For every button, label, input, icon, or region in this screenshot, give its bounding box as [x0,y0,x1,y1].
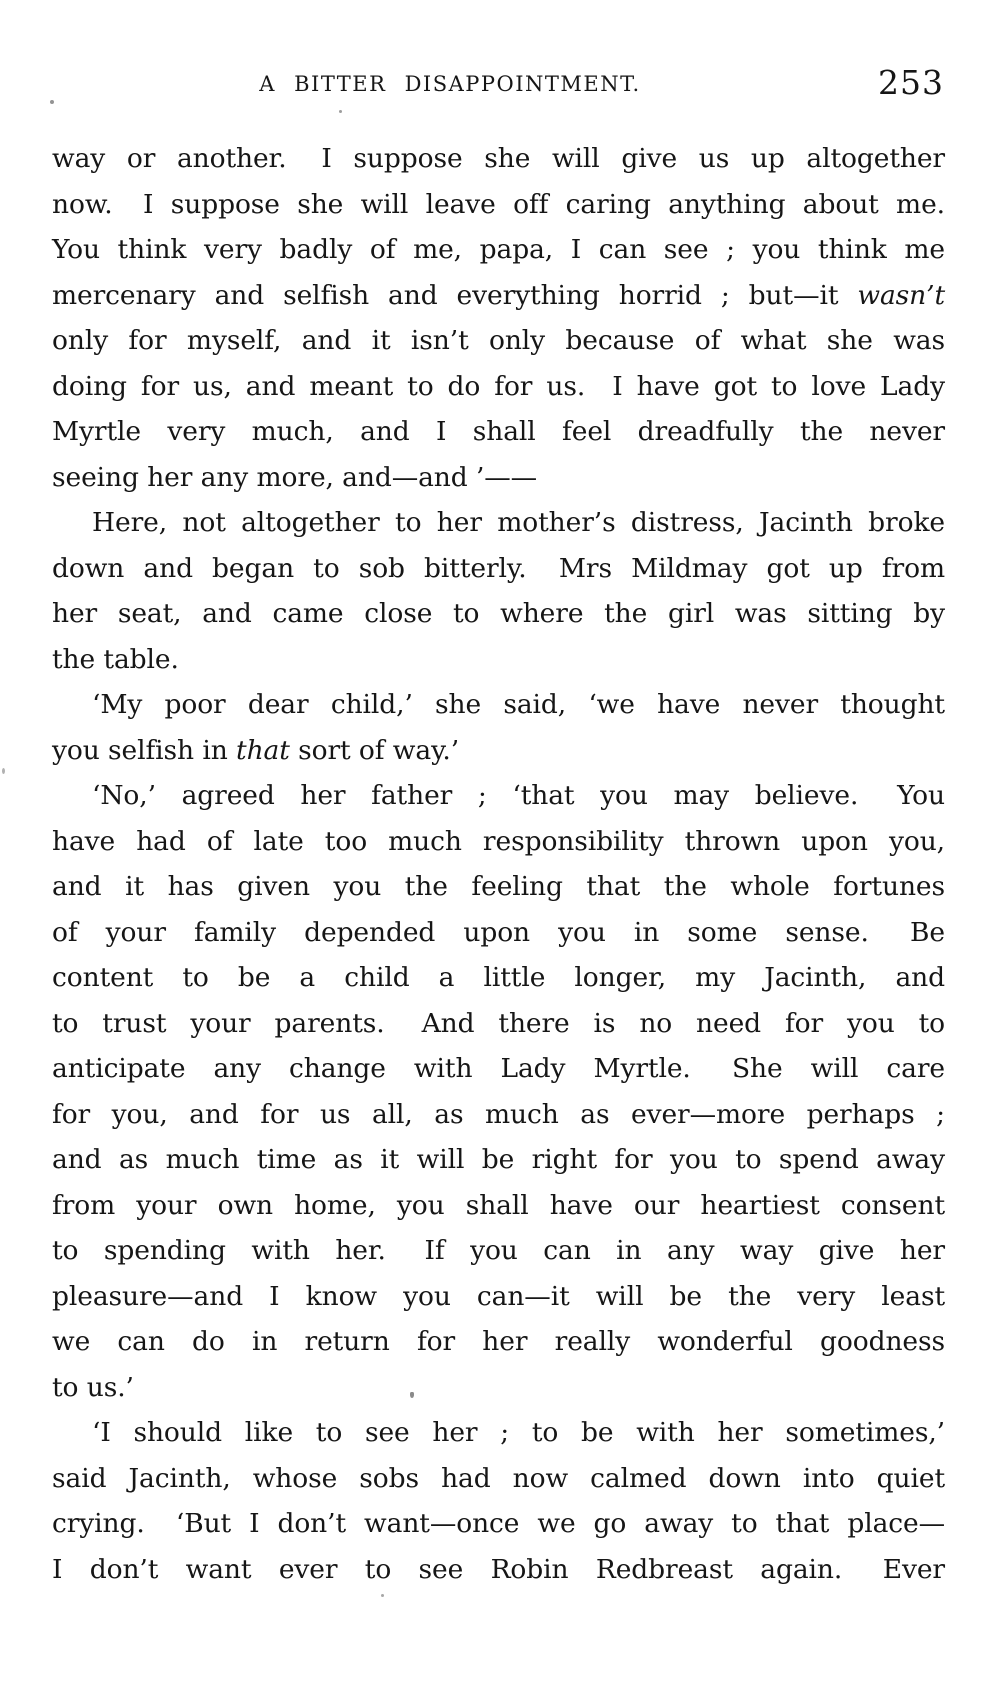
text-line: Myrtle very much, and I shall feel dreadfully the never [52,416,945,447]
text-line: we can do in return for her really wonderful goodness [52,1326,945,1357]
text-line: anticipate any change with Lady Myrtle. She will care [52,1053,945,1084]
paragraph [52,136,945,500]
text-line: to trust your parents. And there is no need for you to [52,1007,945,1039]
text-line: said Jacinth, whose sobs had now calmed down into quiet [52,1462,945,1494]
paragraph [52,1410,945,1592]
text-line: You think very badly of me, papa, I can see ; you think me [52,234,945,265]
text-line: to us.’ [52,1371,134,1403]
paragraph [52,500,945,682]
text-line: and as much time as it will be right for you to spend away [52,1144,945,1175]
text-line: the table. [52,643,179,675]
text-line: I don’t want ever to see Robin Redbreast again. Ever [52,1553,945,1585]
text-line: mercenary and selfish and everything horrid ; but—it wasn’t [52,279,945,311]
text-line: pleasure—and I know you can—it will be the very least [52,1280,945,1312]
page-body [52,136,945,1592]
scan-speck [381,1594,384,1597]
text-line: to spending with her. If you can in any way give her [52,1235,945,1266]
scan-speck [2,768,5,774]
italic-text: wasn’t [857,279,945,311]
text-line: only for myself, and it isn’t only because of what she was [52,325,945,356]
text-line: down and began to sob bitterly. Mrs Mildmay got up from [52,552,945,584]
text-line: from your own home, you shall have our heartiest consent [52,1189,945,1221]
text-line: Here, not altogether to her mother’s distress, Jacinth broke [92,507,945,538]
text-line: ‘I should like to see her ; to be with her sometimes,’ [92,1417,945,1448]
text-line: of your family depended upon you in some sense. Be [52,916,945,948]
text-line: crying. ‘But I don’t want—once we go away to that place— [52,1508,945,1539]
text-line: and it has given you the feeling that the whole fortunes [52,871,945,902]
text-line: seeing her any more, and—and ’—— [52,461,538,493]
text-line: now. I suppose she will leave off caring anything about me. [52,188,945,220]
scan-speck [50,100,54,104]
text-line: you selfish in that sort of way.’ [52,734,460,766]
text-line: doing for us, and meant to do for us. I have got to love Lady [52,370,945,402]
paragraph [52,773,945,1410]
text-line: for you, and for us all, as much as ever—more perhaps ; [52,1098,945,1130]
text-line: ‘No,’ agreed her father ; ‘that you may believe. You [92,780,945,811]
running-header [0,0,1000,120]
paragraph [52,682,945,773]
text-line: her seat, and came close to where the girl was sitting by [52,598,945,629]
scan-speck [410,1392,414,1398]
page-title: A BITTER DISAPPOINTMENT. [259,72,641,96]
text-line: way or another. I suppose she will give us up altogether [52,143,945,174]
text-line: ‘My poor dear child,’ she said, ‘we have never thought [92,689,945,720]
scan-speck [339,110,342,113]
text-line: content to be a child a little longer, my Jacinth, and [52,962,945,993]
page-number: 253 [878,63,944,102]
text-line: have had of late too much responsibility thrown upon you, [52,825,945,857]
italic-text: that [236,734,290,766]
